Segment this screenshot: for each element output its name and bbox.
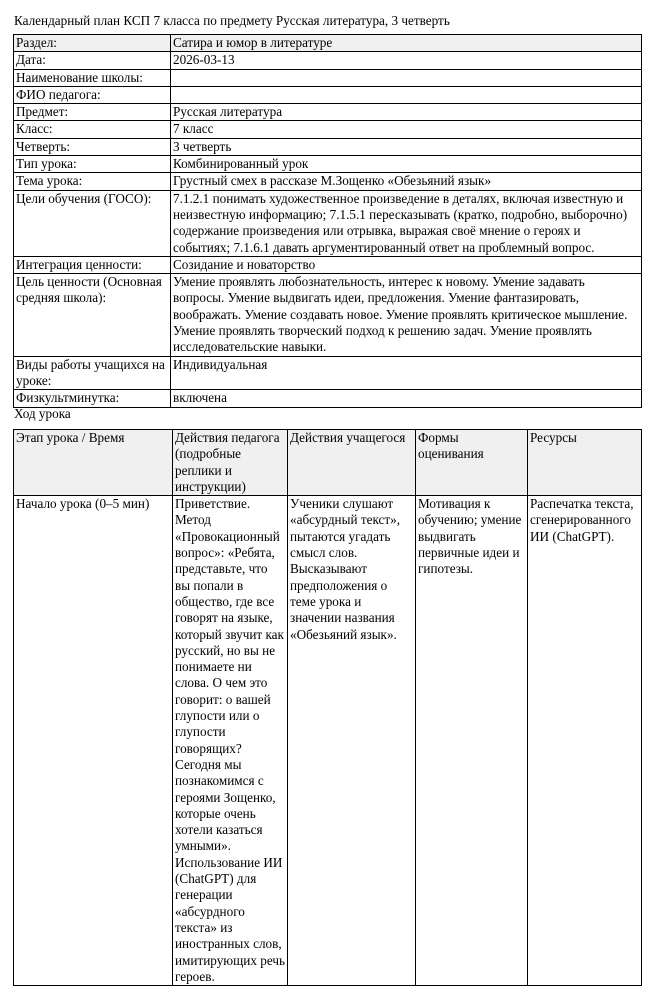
info-label: Виды работы учащихся на уроке: [14, 356, 171, 390]
info-row [14, 274, 642, 356]
info-row [14, 173, 642, 190]
info-row [14, 52, 642, 69]
info-value: Умение проявлять любознательность, интерес к новому. Умение задавать вопросы. Умение выдвигать идеи, предложения. Умение фантазировать, воображать. Умение создавать новое. Умение проявлять критическое мышление. Умение проявлять творческий подход к решению задач. Умение проявлять исследовательские навыки. [171, 274, 642, 356]
info-value: 7.1.2.1 понимать художественное произведение в деталях, включая известную и неизвестную информацию; 7.1.5.1 пересказывать (кратко, подробно, выборочно) содержание произведения или отрывка, выражая своё мнение о героях и событиях; 7.1.6.1 давать аргументированный ответ на проблемный вопрос. [171, 190, 642, 256]
info-row [14, 86, 642, 103]
column-header: Ресурсы [528, 430, 642, 496]
info-label: Наименование школы: [14, 69, 171, 86]
info-row [14, 69, 642, 86]
info-value: Созидание и новаторство [171, 256, 642, 273]
table-cell: Мотивация к обучению; умение выдвигать первичные идеи и гипотезы. [416, 496, 528, 986]
lesson-course-table [13, 429, 642, 986]
info-value: Грустный смех в рассказе М.Зощенко «Обезьяний язык» [171, 173, 642, 190]
column-header: Действия учащегося [288, 430, 416, 496]
info-label: Предмет: [14, 104, 171, 121]
info-row [14, 156, 642, 173]
info-value: Сатира и юмор в литературе [171, 35, 642, 52]
info-label: Интеграция ценности: [14, 256, 171, 273]
info-row [14, 256, 642, 273]
info-label: Раздел: [14, 35, 171, 52]
info-row [14, 104, 642, 121]
info-label: Дата: [14, 52, 171, 69]
info-label: Тип урока: [14, 156, 171, 173]
table-header-row [14, 430, 642, 496]
info-value: 3 четверть [171, 138, 642, 155]
info-row [14, 35, 642, 52]
section-title: Ход урока [14, 406, 71, 421]
info-label: Тема урока: [14, 173, 171, 190]
lesson-info-table [13, 34, 642, 408]
info-label: ФИО педагога: [14, 86, 171, 103]
info-value: 2026-03-13 [171, 52, 642, 69]
info-label: Физкультминутка: [14, 390, 171, 407]
info-row [14, 190, 642, 256]
info-label: Цель ценности (Основная средняя школа): [14, 274, 171, 356]
column-header: Этап урока / Время [14, 430, 173, 496]
info-value: Комбинированный урок [171, 156, 642, 173]
info-value: Индивидуальная [171, 356, 642, 390]
info-label: Четверть: [14, 138, 171, 155]
info-value [171, 86, 642, 103]
column-header: Действия педагога (подробные реплики и инструкции) [173, 430, 288, 496]
table-row [14, 496, 642, 986]
table-cell: Распечатка текста, сгенерированного ИИ (ChatGPT). [528, 496, 642, 986]
table-cell: Начало урока (0–5 мин) [14, 496, 173, 986]
info-row [14, 356, 642, 390]
info-label: Класс: [14, 121, 171, 138]
info-value: 7 класс [171, 121, 642, 138]
info-row [14, 390, 642, 407]
info-row [14, 121, 642, 138]
table-cell: Приветствие. Метод «Провокационный вопрос»: «Ребята, представьте, что вы попали в общество, где все говорят на языке, который звучит как русский, но вы не понимаете ни слова. О чем это говорит: о вашей глупости или о глупости говорящих? Сегодня мы познакомимся с героями Зощенко, которые очень хотели казаться умными». Использование ИИ (ChatGPT) для генерации «абсурдного текста» из иностранных слов, имитирующих речь героев. [173, 496, 288, 986]
table-cell: Ученики слушают «абсурдный текст», пытаются угадать смысл слов. Высказывают предположения о теме урока и значении названия «Обезьяний язык». [288, 496, 416, 986]
info-value [171, 69, 642, 86]
info-label: Цели обучения (ГОСО): [14, 190, 171, 256]
document-title: Календарный план КСП 7 класса по предмету Русская литература, 3 четверть [14, 13, 450, 28]
info-value: включена [171, 390, 642, 407]
column-header: Формы оценивания [416, 430, 528, 496]
info-row [14, 138, 642, 155]
info-value: Русская литература [171, 104, 642, 121]
